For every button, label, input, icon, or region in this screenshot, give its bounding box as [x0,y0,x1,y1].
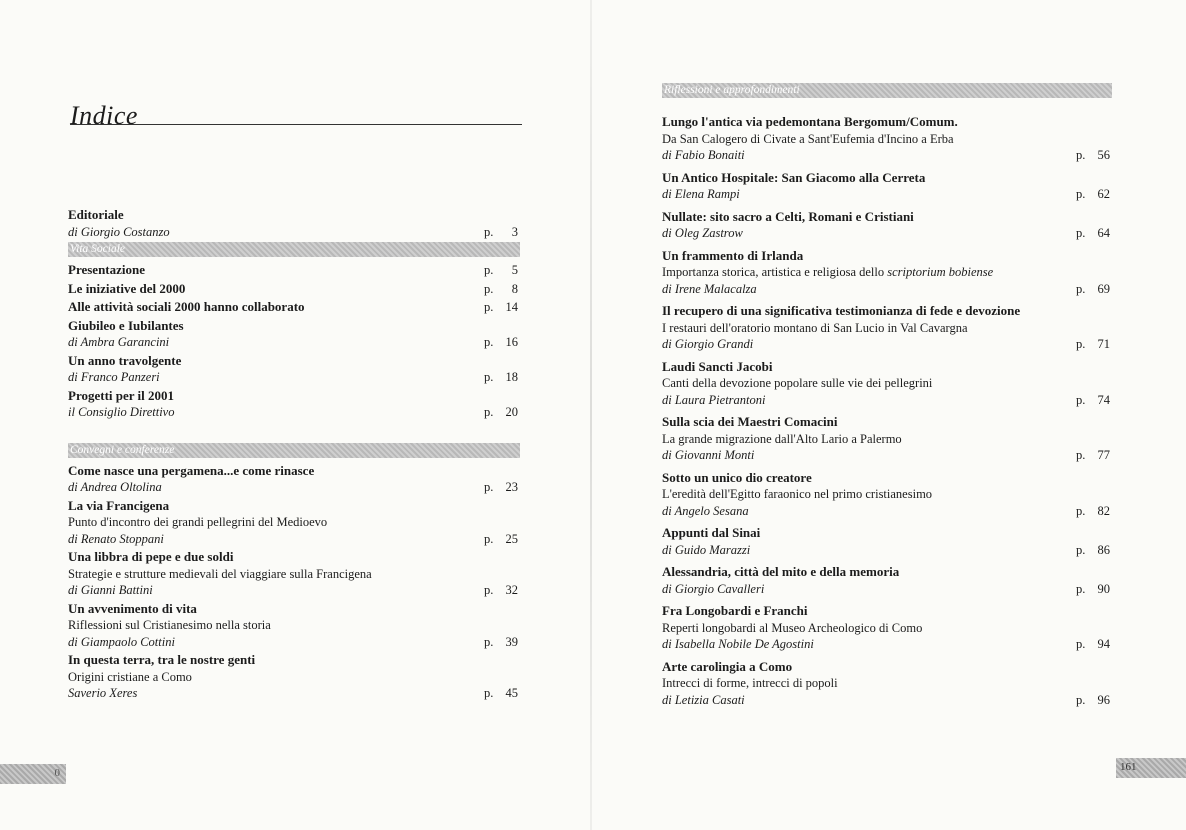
page-reference [484,299,518,316]
heading-rule [70,124,522,125]
entry-subtitle [662,131,1112,148]
page-reference [1076,542,1110,559]
entry-subtitle [662,675,1112,692]
entry-author: di Guido Marazzi [662,542,751,557]
entry-subtitle [68,669,520,686]
page-reference [1076,447,1110,464]
page-reference [484,531,518,548]
page-prefix: p. [1076,226,1086,240]
entry-author: di Giorgio Grandi [662,337,754,351]
toc-entry [68,463,520,496]
page-reference [1076,147,1110,164]
entry-title: Sulla scia dei Maestri Comacini [662,414,838,429]
entry-title: Alessandria, città del mito e della memoria [662,564,900,579]
entry-subtitle-text: Importanza storica, artistica e religiosa dello [662,265,888,279]
entry-title: Il recupero di una significativa testimonianza di fede e devozione [662,303,1021,318]
toc-entry [68,388,520,421]
entry-author: di Elena Rampi [662,187,740,201]
page-prefix: p. [1076,148,1086,162]
page-number: 8 [511,281,518,296]
page-prefix: p. [484,281,494,296]
left-folio-number: 0 [54,767,60,779]
toc-entry [662,414,1112,464]
toc-entry [68,601,520,651]
index-heading: Indice [70,101,138,131]
toc-entry [68,498,520,548]
page-number: 23 [505,480,518,494]
page-reference [484,369,518,386]
page-prefix: p. [484,634,494,649]
page-reference [484,404,518,421]
entry-subtitle-text: Canti della devozione popolare sulle vie dei pellegrini [662,376,933,390]
page-prefix: p. [484,224,494,239]
entry-title: Un frammento di Irlanda [662,247,804,263]
entry-title: Arte carolingia a Como [662,658,793,674]
page-prefix: p. [1076,187,1086,201]
entry-title: Alle attività sociali 2000 hanno collaborato [68,299,305,314]
toc-entry [662,359,1112,409]
page-number: 5 [511,263,518,277]
page-reference [484,224,518,241]
entry-author: di Laura Pietrantoni [662,392,766,407]
page-reference [484,582,518,599]
toc-entry [662,659,1112,709]
entry-author: di Renato Stoppani [68,531,164,546]
entry-subtitle [68,617,520,634]
page-reference [1076,392,1110,409]
entry-subtitle-text: Da San Calogero di Civate a Sant'Eufemia d'Incino a Erba [662,131,954,146]
page-number: 62 [1097,187,1110,201]
entry-title: Nullate: sito sacro a Celti, Romani e Cristiani [662,208,914,224]
page-number: 14 [505,300,518,314]
entry-title: Lungo l'antica via pedemontana Bergomum/Comum. [662,114,958,129]
toc-entry [68,353,520,386]
entry-title: Un avvenimento di vita [68,600,197,616]
toc-entry [68,299,520,316]
page-reference [1076,636,1110,653]
page-prefix: p. [484,686,494,700]
page-reference [1076,692,1110,709]
page-number: 94 [1097,637,1110,651]
entry-subtitle-text: Reperti longobardi al Museo Archeologico di Como [662,620,923,635]
entry-subtitle-text: Intrecci di forme, intrecci di popoli [662,676,838,690]
page-prefix: p. [484,335,494,349]
page-number: 90 [1097,581,1110,596]
page-reference [484,479,518,496]
entry-title: Le iniziative del 2000 [68,280,186,296]
entry-author: di Irene Malacalza [662,281,757,296]
entry-author: di Giorgio Cavalleri [662,581,765,596]
page-number: 96 [1097,692,1110,707]
page-reference [484,262,518,279]
page-reference [484,685,518,702]
page-prefix: p. [1076,448,1086,462]
page-number: 45 [505,686,518,700]
entry-subtitle [662,620,1112,637]
entry-title: Laudi Sancti Jacobi [662,358,773,374]
entry-subtitle [68,566,520,583]
entry-author: di Ambra Garancini [68,335,170,349]
page-number: 25 [505,531,518,546]
entry-title: La via Francigena [68,497,170,513]
left-folio-tab [0,764,66,784]
page-number: 32 [505,583,518,597]
page-prefix: p. [1076,503,1086,518]
page-number: 71 [1097,337,1110,351]
entry-subtitle-text: Origini cristiane a Como [68,669,192,684]
entry-subtitle [68,514,520,531]
entry-author: di Giampaolo Cottini [68,634,175,649]
page-reference [1076,281,1110,298]
page-prefix: p. [484,405,494,419]
toc-entry [662,170,1112,203]
section-band: Riflessioni e approfondimenti [662,83,1112,98]
toc-entry [68,652,520,702]
entry-title: Una libbra di pepe e due soldi [68,549,234,564]
page-prefix: p. [484,370,494,384]
page-prefix: p. [1076,637,1086,651]
entry-subtitle [662,486,1112,503]
page-prefix: p. [484,300,494,314]
page-number: 56 [1097,148,1110,162]
page-reference [1076,225,1110,242]
page-prefix: p. [484,263,494,277]
entry-author: il Consiglio Direttivo [68,405,175,419]
page-reference [1076,186,1110,203]
page-number: 3 [511,224,518,239]
page-reference [484,334,518,351]
entry-title: Presentazione [68,262,146,277]
page-reference [484,281,518,298]
page-prefix: p. [484,531,494,546]
page-reference [1076,336,1110,353]
toc-entry [68,281,520,298]
page-prefix: p. [1076,281,1086,296]
entry-title: Come nasce una pergamena...e come rinasce [68,462,315,478]
entry-author: di Oleg Zastrow [662,226,743,240]
toc-entry [662,564,1112,597]
entry-subtitle-text: Riflessioni sul Cristianesimo nella storia [68,618,271,632]
page-number: 64 [1097,226,1110,240]
entry-author: di Isabella Nobile De Agostini [662,637,814,651]
toc-entry [68,207,520,240]
entry-subtitle [662,431,1112,448]
section-band: Convegni e conferenze [68,443,520,458]
page-reference [1076,581,1110,598]
page-prefix: p. [1076,392,1086,407]
toc-entry [662,303,1112,353]
entry-subtitle-text: I restauri dell'oratorio montano di San Lucio in Val Cavargna [662,320,968,335]
page-reference [484,634,518,651]
entry-title: Fra Longobardi e Franchi [662,603,808,618]
entry-title: In questa terra, tra le nostre genti [68,652,256,667]
entry-author: Saverio Xeres [68,686,138,700]
section-band: Vita Sociale [68,242,520,257]
page-prefix: p. [1076,542,1086,557]
toc-entry [662,525,1112,558]
entry-subtitle-text: La grande migrazione dall'Alto Lario a Palermo [662,431,902,446]
page-prefix: p. [1076,692,1086,707]
page-number: 74 [1097,392,1110,407]
left-table-of-contents [68,207,520,704]
entry-subtitle-text: Strategie e strutture medievali del viaggiare sulla Francigena [68,566,372,581]
toc-entry [662,114,1112,164]
page-number: 82 [1097,503,1110,518]
page-prefix: p. [484,583,494,597]
entry-author: di Gianni Battini [68,583,153,597]
toc-entry [662,603,1112,653]
entry-subtitle-text: Punto d'incontro dei grandi pellegrini del Medioevo [68,515,328,529]
entry-subtitle-italic: scriptorium bobiense [887,265,994,279]
page-number: 39 [505,634,518,649]
entry-title: Progetti per il 2001 [68,387,175,403]
page-number: 86 [1097,542,1110,557]
entry-subtitle [662,320,1112,337]
page-number: 20 [505,405,518,419]
entry-author: di Fabio Bonaiti [662,148,745,162]
entry-subtitle [662,264,1112,281]
page-prefix: p. [1076,581,1086,596]
page-number: 69 [1097,281,1110,296]
right-table-of-contents [662,83,1112,714]
page-number: 77 [1097,448,1110,462]
toc-entry [68,262,520,279]
entry-title: Un anno travolgente [68,352,182,368]
toc-entry [662,470,1112,520]
entry-author: di Franco Panzeri [68,370,160,384]
toc-entry [662,209,1112,242]
entry-author: di Andrea Oltolina [68,480,162,494]
entry-author: di Giovanni Monti [662,448,755,462]
entry-title: Editoriale [68,207,124,222]
entry-subtitle-text: L'eredità dell'Egitto faraonico nel primo cristianesimo [662,487,933,501]
page-reference [1076,503,1110,520]
entry-author: di Giorgio Costanzo [68,224,170,239]
entry-subtitle [662,375,1112,392]
toc-entry [68,549,520,599]
entry-author: di Letizia Casati [662,692,745,707]
page-prefix: p. [1076,337,1086,351]
page-prefix: p. [484,480,494,494]
page-number: 18 [505,370,518,384]
page-number: 16 [505,335,518,349]
entry-title: Un Antico Hospitale: San Giacomo alla Cerreta [662,169,926,185]
entry-title: Giubileo e Iubilantes [68,317,184,333]
entry-title: Appunti dal Sinai [662,525,761,540]
toc-entry [662,248,1112,298]
entry-author: di Angelo Sesana [662,503,749,518]
toc-entry [68,318,520,351]
right-folio-tab [1116,758,1186,778]
right-page [592,0,1186,830]
entry-title: Sotto un unico dio creatore [662,469,812,485]
right-folio-number: 161 [1120,761,1137,773]
left-page [0,0,590,830]
